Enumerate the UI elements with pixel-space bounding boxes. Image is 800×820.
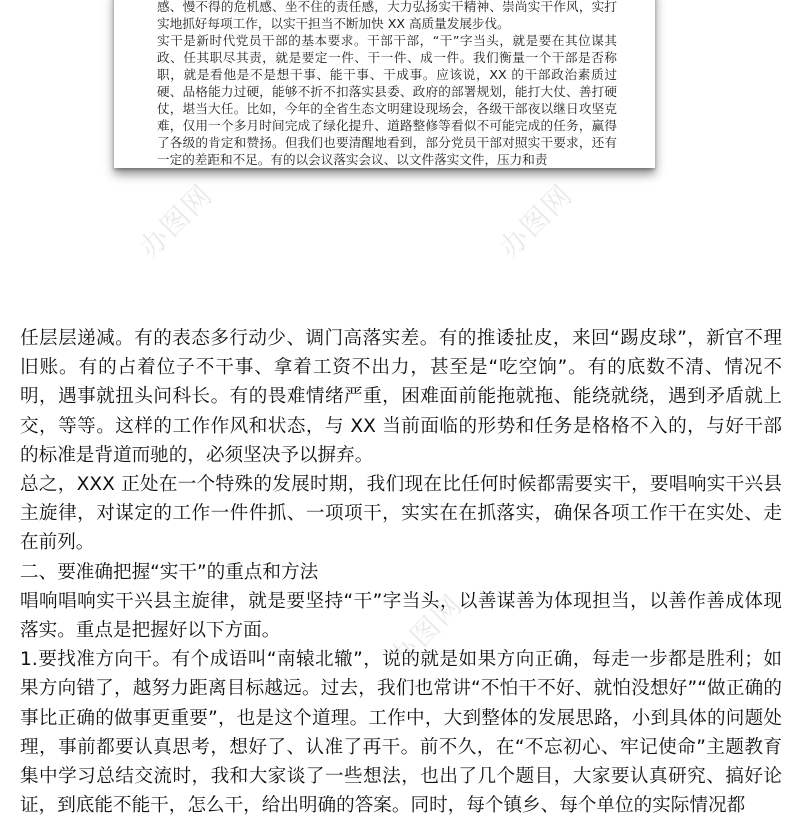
document-preview-card xyxy=(114,0,655,168)
body-paragraph: 任层层递减。有的表态多行动少、调门高落实差。有的推诿扯皮，来回“踢皮球”，新官不理旧账。有的占着位子不干事、拿着工资不出力，甚至是“吃空饷”。有的底数不清、情况不明，遇事就扭头问科长。有的畏难情绪严重，困难面前能拖就拖、能绕就绕，遇到矛盾就上交，等等。这样的工作作风和状态，与 XX 当前面临的形势和任务是格格不入的，与好干部的标准是背道而驰的，必须坚决予以摒弃。 xyxy=(20,328,782,466)
watermark: 办图网 xyxy=(492,177,580,265)
section-heading: 二、要准确把握“实干”的重点和方法 xyxy=(20,561,319,583)
watermark: 办图网 xyxy=(132,177,220,265)
watermark: 办图网 xyxy=(382,587,470,675)
body-paragraph: 总之，XXX 正处在一个特殊的发展时期，我们现在比任何时候都需要实干，要唱响实干兴县主旋律，对谋定的工作一件件抓、一项项干，实实在在抓落实，确保各项工作干在实处、走在前列。 xyxy=(20,474,782,554)
document-body xyxy=(20,324,782,820)
preview-text-block xyxy=(157,0,617,168)
preview-paragraph: 实干是新时代党员干部的基本要求。干部干部，“干”字当头，就是要在其位谋其政、任其职尽其责，就是要定一件、干一件、成一件。我们衡量一个干部是否称职，就是看他是不是想干事、能干事、干成事。应该说，XX 的干部政治素质过硬、品格能力过硬，能够不折不扣落实县委、政府的部署规划，能打大仗、善打硬仗，堪当大任。比如，今年的全省生态文明建设现场会，各级干部夜以继日攻坚克难，仅用一个多月时间完成了绿化提升、道路整修等看似不可能完成的任务，赢得了各级的肯定和赞扬。但我们也要清醒地看到，部分党员干部对照实干要求，还有一定的差距和不足。有的以会议落实会议、以文件落实文件，压力和责 xyxy=(157,33,617,167)
body-paragraph: 1.要找准方向干。有个成语叫“南辕北辙”，说的就是如果方向正确，每走一步都是胜利；如果方向错了，越努力距离目标越远。过去，我们也常讲“不怕干不好、就怕没想好”“做正确的事比正确的做事更重要”，也是这个道理。工作中，大到整体的发展思路，小到具体的问题处理，事前都要认真思考，想好了、认准了再干。前不久，在“不忘初心、牢记使命”主题教育集中学习总结交流时，我和大家谈了一些想法，也出了几个题目，大家要认真研究、搞好论证，到底能不能干，怎么干，给出明确的答案。同时，每个镇乡、每个单位的实际情况都 xyxy=(20,649,782,817)
preview-paragraph: 感、慢不得的危机感、坐不住的责任感，大力弘扬实干精神、崇尚实干作风，实打实地抓好每项工作，以实干担当不断加快 XX 高质量发展步伐。 xyxy=(157,0,617,31)
body-paragraph: 唱响唱响实干兴县主旋律，就是要坚持“干”字当头，以善谋善为体现担当，以善作善成体现落实。重点是把握好以下方面。 xyxy=(20,590,782,642)
